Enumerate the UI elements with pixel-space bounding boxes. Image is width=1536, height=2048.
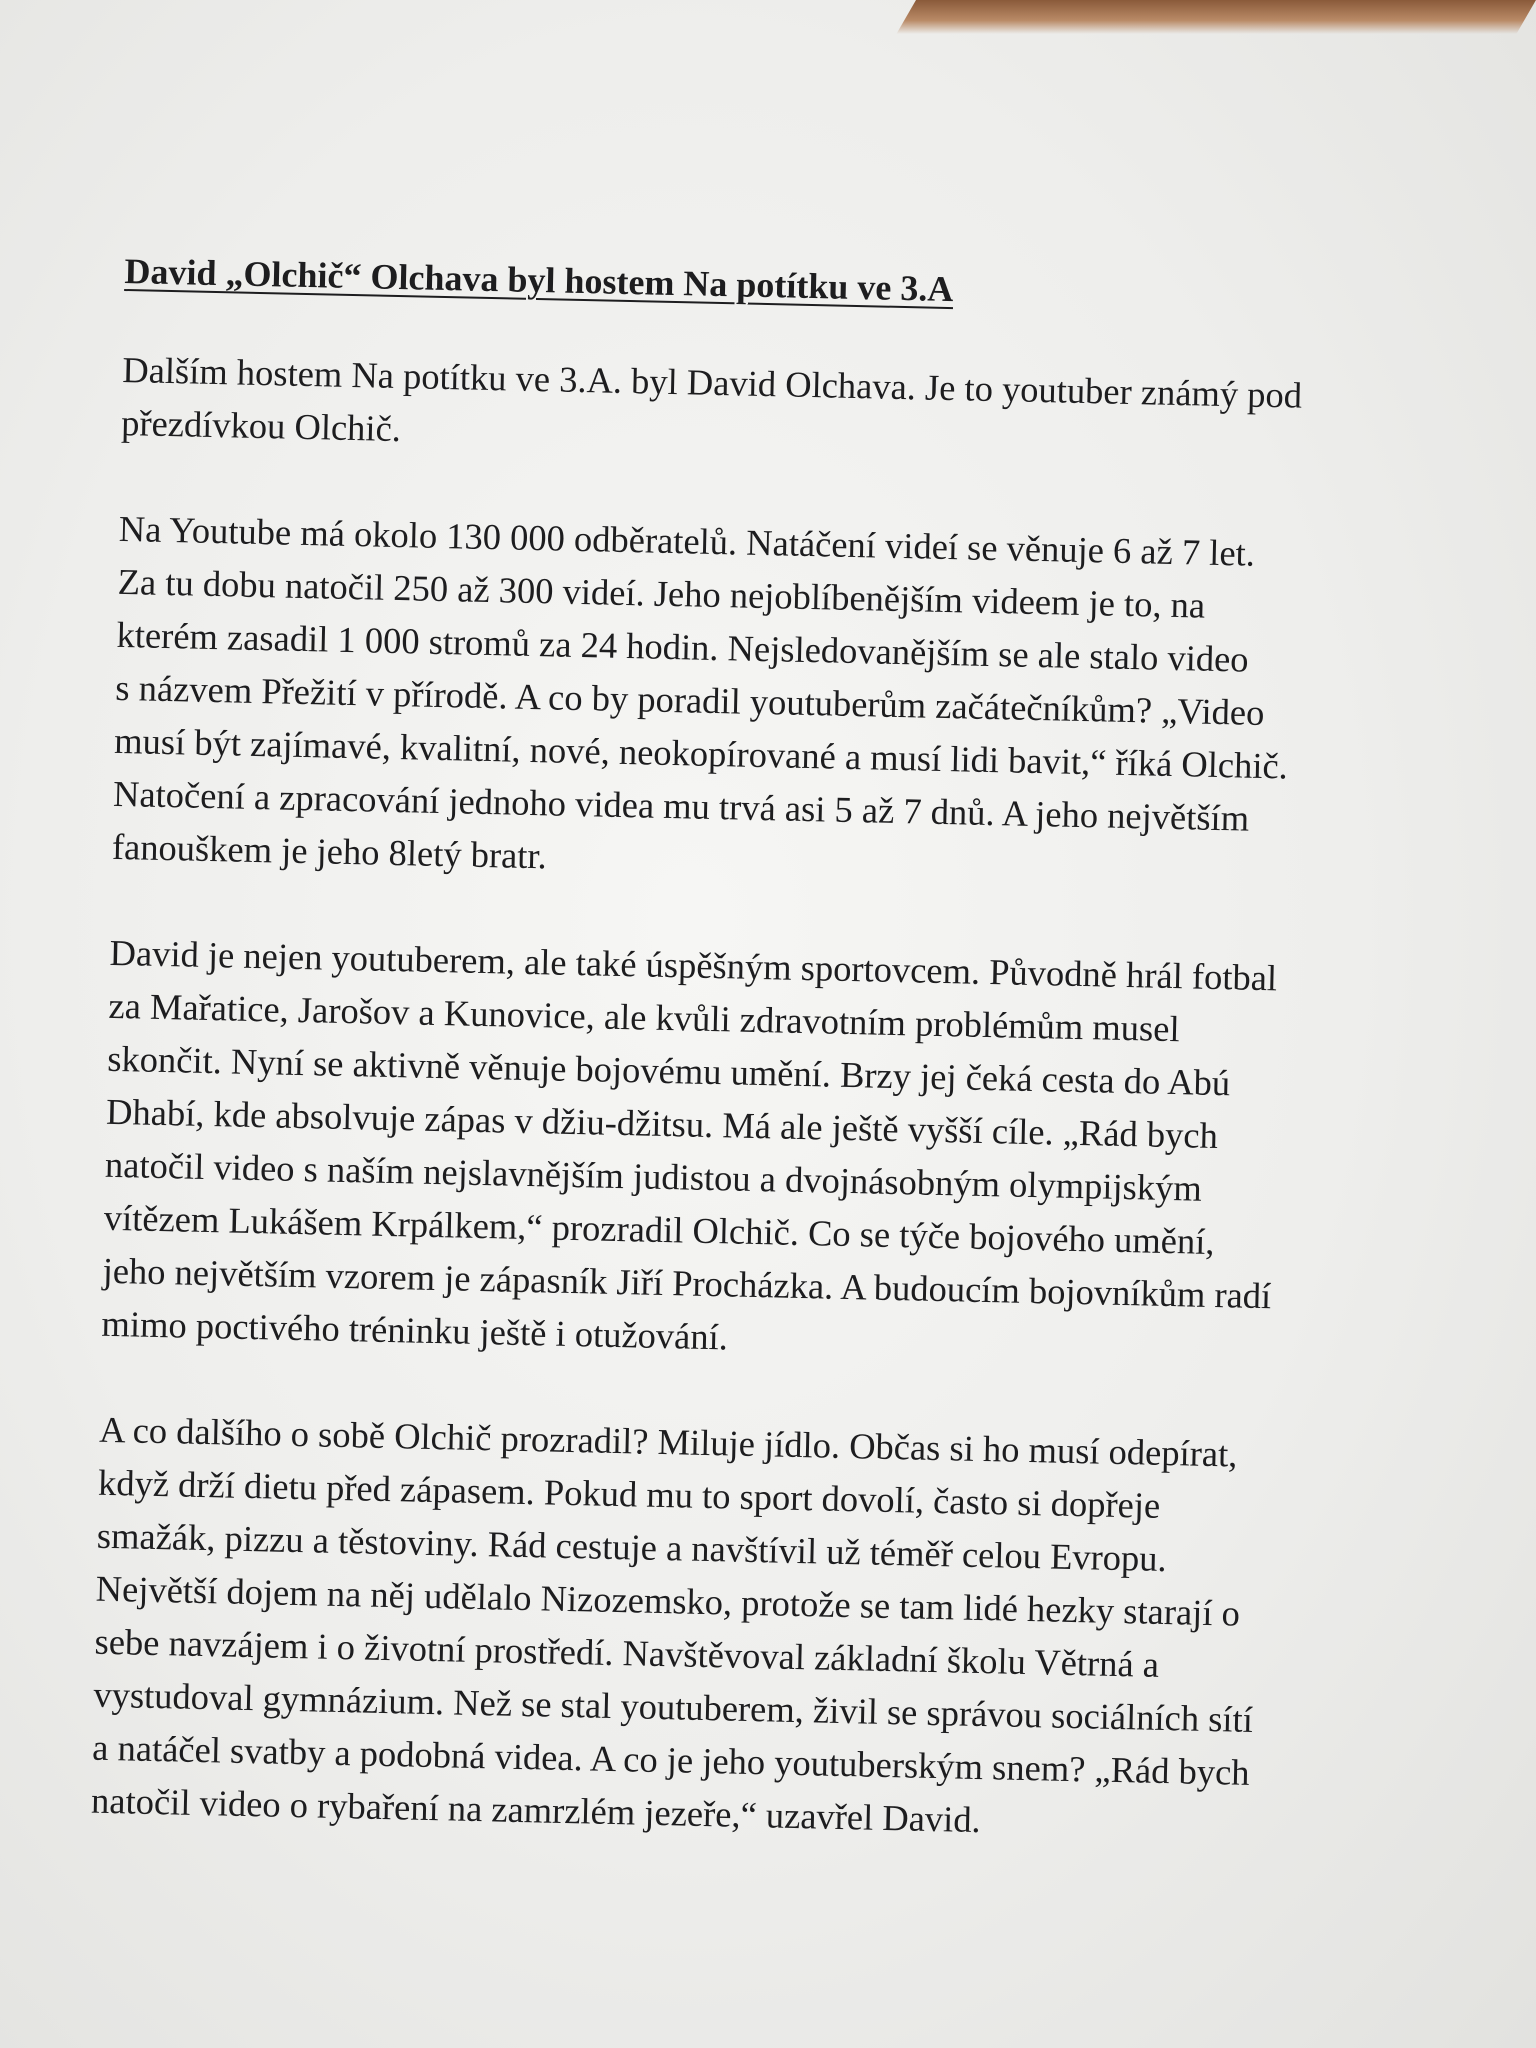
text-line: s názvem Přežití v přírodě. A co by poradil youtuberům začátečníkům? „Video — [115, 667, 1265, 734]
article-paragraph-3 — [101, 926, 1430, 1379]
text-line: za Mařatice, Jarošov a Kunovice, ale kvůli zdravotním problémům musel — [108, 985, 1181, 1050]
text-line: Na Youtube má okolo 130 000 odběratelů. Natáčení videí se věnuje 6 až 7 let. — [118, 508, 1256, 574]
text-line: přezdívkou Olchič. — [120, 402, 402, 450]
article-paragraph-1 — [121, 343, 1443, 478]
text-line: když drží dietu před zápasem. Pokud mu to sport dovolí, často si dopřeje — [97, 1461, 1161, 1527]
text-line: skončit. Nyní se aktivně věnuje bojovému umění. Brzy jej čeká cesta do Abú — [106, 1037, 1231, 1104]
text-line: Dalším hostem Na potítku ve 3.A. byl David Olchava. Je to youtuber známý pod — [121, 349, 1303, 416]
text-line: natočil video s naším nejslavnějším judistou a dvojnásobným olympijským — [104, 1143, 1203, 1209]
text-line: Natočení a zpracování jednoho videa mu trvá asi 5 až 7 dnů. A jeho největším — [112, 773, 1250, 839]
text-line: jeho největším vzorem je zápasník Jiří Procházka. A budoucím bojovníkům radí — [102, 1249, 1272, 1317]
article-title: David „Olchič“ Olchava byl hostem Na potítku ve 3.A — [124, 250, 954, 310]
text-line: fanouškem je jeho 8letý bratr. — [111, 826, 548, 877]
text-line: Za tu dobu natočil 250 až 300 videí. Jeho nejoblíbenějším videem je to, na — [117, 561, 1206, 626]
text-line: vystudoval gymnázium. Než se stal youtuberem, živil se správou sociálních sítí — [93, 1673, 1254, 1741]
text-line: vítězem Lukášem Krpálkem,“ prozradil Olchič. Co se týče bojového umění, — [103, 1196, 1215, 1263]
article-paragraph-2 — [111, 502, 1439, 902]
text-line: a natáčel svatby a podobná videa. A co je jeho youtuberským snem? „Rád bych — [91, 1726, 1251, 1794]
text-line: musí být zajímavé, kvalitní, nové, neokopírované a musí lidi bavit,“ říká Olchič. — [113, 720, 1289, 787]
text-line: Největší dojem na něj udělalo Nizozemsko, protože se tam lidé hezky starají o — [95, 1567, 1241, 1634]
text-line: mimo poctivého tréninku ještě i otužování. — [101, 1302, 729, 1358]
text-line: kterém zasadil 1 000 stromů za 24 hodin. Nejsledovanějším se ale stalo video — [116, 614, 1250, 680]
table-edge — [896, 0, 1536, 34]
text-line: Dhabí, kde absolvuje zápas v džiu-džitsu. Má ale ještě vyšší cíle. „Rád bych — [105, 1090, 1219, 1157]
article-paragraph-4 — [91, 1403, 1420, 1856]
text-line: smažák, pizzu a těstoviny. Rád cestuje a navštívil už téměř celou Evropu. — [96, 1514, 1168, 1580]
article — [89, 250, 1444, 1909]
text-line: natočil video o rybaření na zamrzlém jezeře,“ uzavřel David. — [90, 1779, 982, 1841]
text-line: A co dalšího o sobě Olchič prozradil? Miluje jídlo. Občas si ho musí odepírat, — [98, 1408, 1238, 1475]
text-line: David je nejen youtuberem, ale také úspěšným sportovcem. Původně hrál fotbal — [109, 932, 1278, 999]
text-line: sebe navzájem i o životní prostředí. Navštěvoval základní školu Větrná a — [94, 1620, 1160, 1686]
